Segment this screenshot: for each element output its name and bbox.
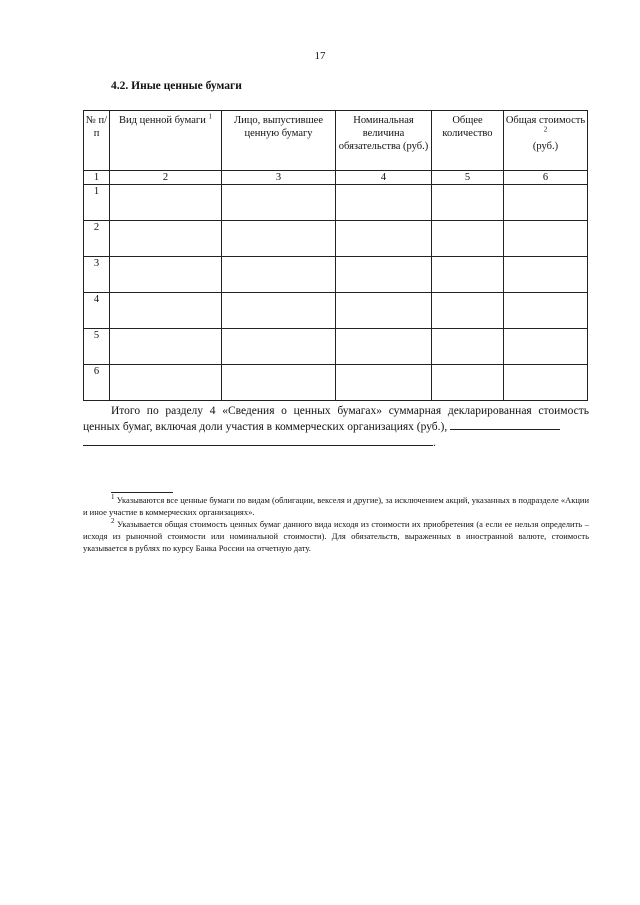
footnotes — [83, 494, 589, 554]
table-cell — [110, 221, 222, 257]
header-row — [84, 111, 588, 171]
table-cell — [222, 365, 336, 401]
table-row — [84, 257, 588, 293]
footnote-1: $^1$ Указываются все ценные бумаги по видам (облигации, векселя и другие), за исключением акций, указанных в подразделе «Акции и иное участие в коммерческих организациях». — [83, 493, 589, 517]
table-cell — [336, 329, 432, 365]
column-number: 2 — [110, 171, 222, 185]
column-number: 6 — [504, 171, 588, 185]
table-cell — [336, 185, 432, 221]
header-quantity: Общее количество — [432, 111, 504, 171]
column-number: 5 — [432, 171, 504, 185]
row-number: 4 — [84, 293, 110, 329]
table-cell — [432, 257, 504, 293]
table-cell — [110, 365, 222, 401]
table-cell — [222, 329, 336, 365]
securities-table — [83, 110, 588, 401]
summary-text: Итого по разделу 4 «Сведения о ценных бумагах» суммарная декларированная стоимость ценных бумаг, включая доли участия в коммерческих организациях (руб.), — [83, 405, 589, 433]
row-number: 2 — [84, 221, 110, 257]
table-cell — [222, 185, 336, 221]
table-cell — [504, 257, 588, 293]
table-cell — [432, 365, 504, 401]
column-number: 3 — [222, 171, 336, 185]
header-num: № п/п — [84, 111, 110, 171]
table-cell — [222, 257, 336, 293]
table-cell — [504, 293, 588, 329]
row-number: 1 — [84, 185, 110, 221]
section-summary: Итого по разделу 4 «Сведения о ценных бумагах» суммарная декларированная стоимость ценных бумаг, включая доли участия в коммерческих организациях (руб.), . — [83, 405, 589, 449]
column-number: 1 — [84, 171, 110, 185]
table-cell — [432, 293, 504, 329]
row-number: 6 — [84, 365, 110, 401]
table-cell — [110, 293, 222, 329]
table-cell — [504, 329, 588, 365]
header-type: Вид ценной бумаги $^1$ — [110, 111, 222, 171]
table-cell — [432, 329, 504, 365]
header-issuer: Лицо, выпустившее ценную бумагу — [222, 111, 336, 171]
page-number: 17 — [314, 50, 326, 62]
table-cell — [336, 257, 432, 293]
header-nominal: Номинальная величина обязательства (руб.) — [336, 111, 432, 171]
table-cell — [222, 293, 336, 329]
row-number: 5 — [84, 329, 110, 365]
table-row — [84, 221, 588, 257]
column-number: 4 — [336, 171, 432, 185]
table-cell — [110, 257, 222, 293]
table-row — [84, 293, 588, 329]
table-cell — [336, 293, 432, 329]
table-cell — [504, 185, 588, 221]
table-cell — [504, 365, 588, 401]
table-cell — [110, 185, 222, 221]
section-title: 4.2. Иные ценные бумаги — [111, 80, 242, 92]
table-cell — [110, 329, 222, 365]
value-blank-line-continued — [83, 435, 433, 446]
row-number: 3 — [84, 257, 110, 293]
table-cell — [336, 221, 432, 257]
value-blank-line — [450, 419, 560, 430]
table-cell — [504, 221, 588, 257]
table-cell — [432, 221, 504, 257]
footnote-2: $^2$ Указывается общая стоимость ценных бумаг данного вида исходя из стоимости их приобретения (а если ее нельзя определить – исходя из рыночной стоимости или номинальной стоимости). Для обязательств, выраженных в иностранной валюте, стоимость указывается в рублях по курсу Банка России на отчетную дату. — [83, 517, 589, 553]
footnote-separator — [111, 492, 173, 493]
table-cell — [336, 365, 432, 401]
table-row — [84, 185, 588, 221]
header-total-value: Общая стоимость $^2$ (руб.) — [504, 111, 588, 171]
table-cell — [432, 185, 504, 221]
table-row — [84, 365, 588, 401]
table-cell — [222, 221, 336, 257]
table-row — [84, 329, 588, 365]
column-number-row — [84, 171, 588, 185]
